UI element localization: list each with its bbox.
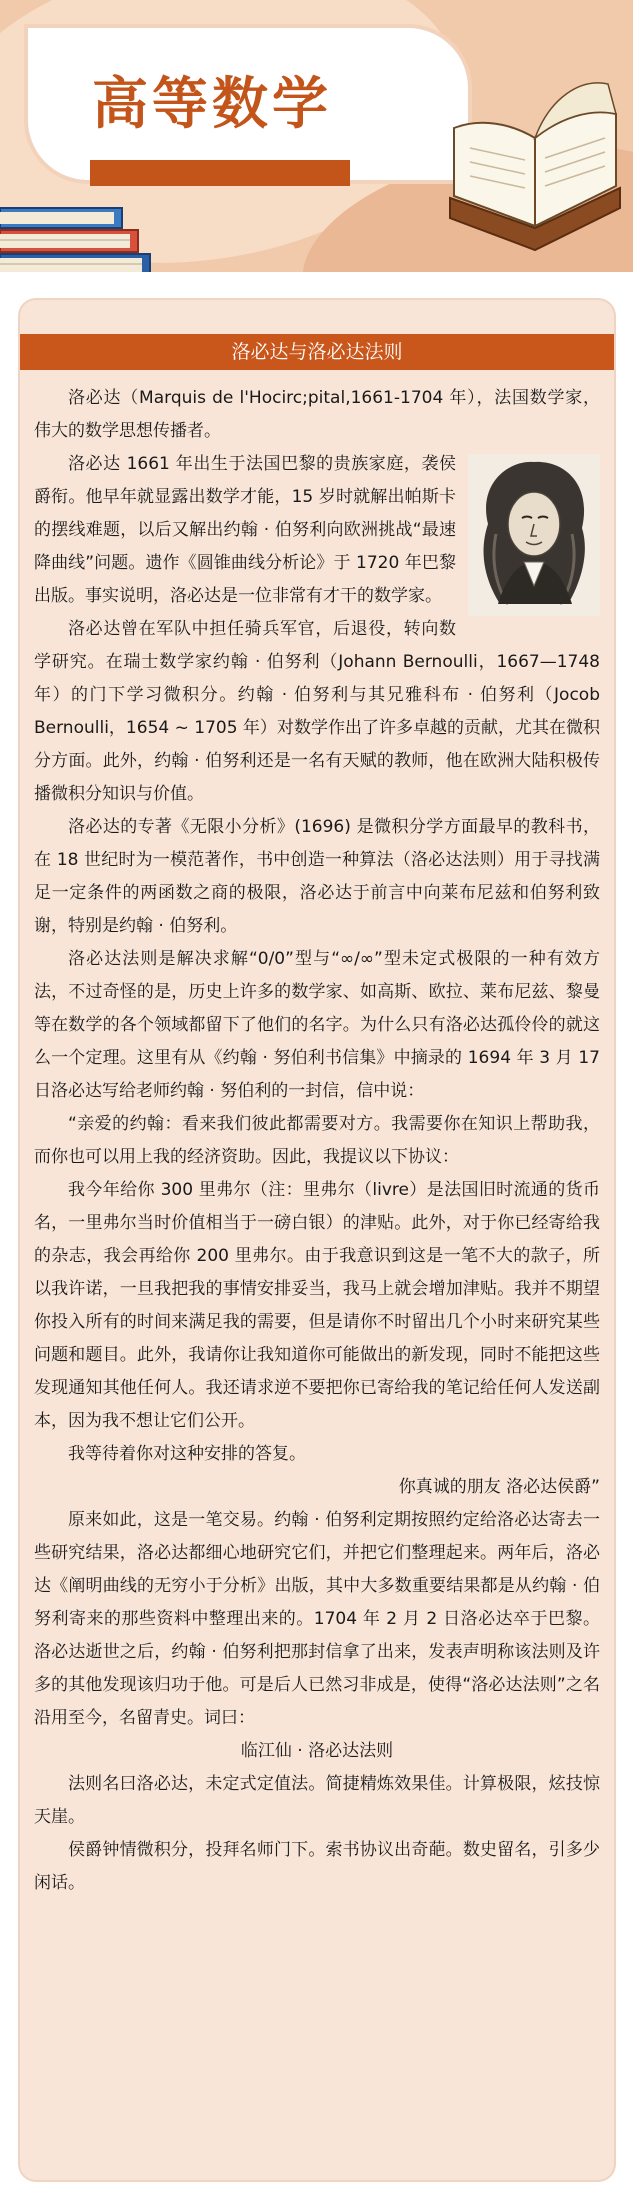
letter-paragraph: 我今年给你 300 里弗尔（注：里弗尔（livre）是法国旧时流通的货币名，一里弗尔当时价值相当于一磅白银）的津贴。此外，对于你已经寄给我的杂志，我会再给你 200 里弗尔。由于我意识到这是一笔不大的款子，所以我许诺，一旦我把我的事情安排妥当，我马上就会增加津贴。我并不期望你投入所有的时间来满足我的需要，但是请你不时留出几个小时来研究某些问题和题目。此外，我请你让我知道你可能做出的新发现，同时不能把这些发现通知其他任何人。我还请求逆不要把你已寄给我的笔记给任何人发送副本，因为我不想让它们公开。 <box>34 1180 600 1431</box>
letter-signature: 你真诚的朋友 洛必达侯爵” <box>398 1477 600 1497</box>
portrait-image <box>468 454 600 616</box>
header-banner <box>0 0 633 272</box>
poem-verse: 侯爵钟情微积分，投拜名师门下。索书协议出奇葩。数史留名，引多少闲话。 <box>34 1840 600 1893</box>
paragraph: 洛必达法则是解决求解“0/0”型与“∞/∞”型未定式极限的一种有效方法，不过奇怪的是，历史上许多的数学家、如高斯、欧拉、莱布尼兹、黎曼等在数学的各个领域都留下了他们的名字。为什么只有洛必达孤伶伶的就这么一个定理。这里有从《约翰 · 努伯利书信集》中摘录的 1694 年 3 月 17 日洛必达写给老师约翰 · 努伯利的一封信，信中说： <box>34 949 600 1101</box>
paragraph: 洛必达的专著《无限小分析》(1696) 是微积分学方面最早的教科书，在 18 世纪时为一模范著作，书中创造一种算法（洛必达法则）用于寻找满足一定条件的两函数之商的极限，洛必达于前言中向莱布尼兹和伯努利致谢，特别是约翰 · 伯努利。 <box>34 817 600 936</box>
poem-title: 临江仙 · 洛必达法则 <box>240 1741 394 1761</box>
paragraph: 原来如此，这是一笔交易。约翰 · 伯努利定期按照约定给洛必达寄去一些研究结果，洛必达都细心地研究它们，并把它们整理起来。两年后，洛必达《阐明曲线的无穷小于分析》出版，其中大多数重要结果都是从约翰 · 伯努利寄来的那些资料中整理出来的。1704 年 2 月 2 日洛必达卒于巴黎。洛必达逝世之后，约翰 · 伯努利把那封信拿了出来，发表声明称该法则及许多的其他发现该归功于他。可是后人已然习非成是，使得“洛必达法则”之名沿用至今，名留青史。词曰： <box>34 1510 600 1728</box>
title-underline-bar <box>90 160 350 186</box>
page-title: 高等数学 <box>92 72 332 137</box>
letter-paragraph: 我等待着你对这种安排的答复。 <box>68 1444 306 1464</box>
article-heading: 洛必达与洛必达法则 <box>20 334 614 370</box>
paragraph: 洛必达曾在军队中担任骑兵军官，后退役，转向数学研究。在瑞士数学家约翰 · 伯努利（Johann Bernoulli，1667—1748 年）的门下学习微积分。约翰 · 伯努利与其兄雅科布 · 伯努利（Jocob Bernoulli，1654 ~ 1705 年）对数学作出了许多卓越的贡献，尤其在微积分方面。此外，约翰 · 伯努利还是一名有天赋的教师，他在欧洲大陆积极传播微积分知识与价值。 <box>34 619 600 804</box>
paragraph: 洛必达 1661 年出生于法国巴黎的贵族家庭，袭侯爵衔。他早年就显露出数学才能，15 岁时就解出帕斯卡的摆线难题，以后又解出约翰 · 伯努利向欧洲挑战“最速降曲线”问题。遗作《圆锥曲线分析论》于 1720 年巴黎出版。事实说明，洛必达是一位非常有才干的数学家。 <box>34 454 456 606</box>
stacked-books-icon <box>0 200 170 272</box>
paragraph: 洛必达（Marquis de l'Hocirc;pital,1661-1704 年），法国数学家，伟大的数学思想传播者。 <box>34 388 600 441</box>
poem-verse: 法则名曰洛必达，未定式定值法。简捷精炼效果佳。计算极限，炫技惊天崖。 <box>34 1774 600 1827</box>
article-card <box>20 300 614 2180</box>
open-book-icon <box>440 78 630 268</box>
letter-paragraph: “亲爱的约翰：看来我们彼此都需要对方。我需要你在知识上帮助我，而你也可以用上我的经济资助。因此，我提议以下协议： <box>34 1114 600 1167</box>
article-body <box>34 382 600 1900</box>
